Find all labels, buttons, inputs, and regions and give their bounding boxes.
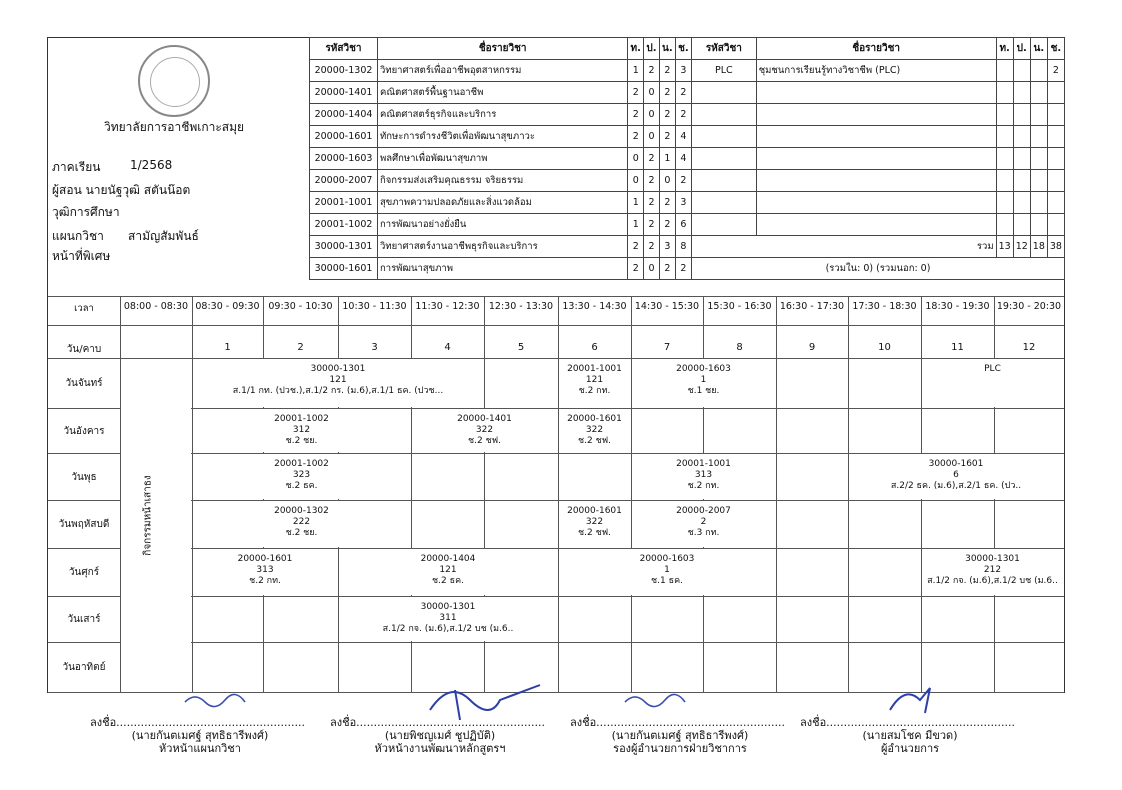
course-name: พลศึกษาเพื่อพัฒนาสุขภาพ <box>377 148 627 170</box>
time-slot: 17:30 - 18:30 <box>852 301 917 312</box>
course-n: 1 <box>659 148 675 170</box>
time-slot: 08:30 - 09:30 <box>195 301 260 312</box>
slot-groups: ช.2 ชย. <box>285 436 318 446</box>
col-c-r: ช. <box>1047 38 1064 60</box>
course-p <box>1013 60 1030 82</box>
schedule-slot <box>922 549 1063 595</box>
course-name: ทักษะการดำรงชีวิตเพื่อพัฒนาสุขภาวะ <box>377 126 627 148</box>
course-t: 1 <box>628 192 644 214</box>
slot-course-code: 30000-1301 <box>420 602 476 612</box>
slot-course-code: 20001-1001 <box>567 364 622 374</box>
course-name: การพัฒนาอย่างยั่งยืน <box>377 214 627 236</box>
schedule-slot <box>559 359 630 407</box>
period-number: 12 <box>1022 342 1036 353</box>
slot-groups: ช.2 กท. <box>687 481 720 491</box>
course-p: 0 <box>644 104 660 126</box>
schedule-slot <box>193 359 483 407</box>
college-name: วิทยาลัยการอาชีพเกาะสมุย <box>104 120 245 134</box>
degree-label: วุฒิการศึกษา <box>52 205 120 219</box>
slot-room: 121 <box>329 375 347 385</box>
col-t-r: ท. <box>996 38 1013 60</box>
course-c: 2 <box>675 82 691 104</box>
course-code: 20001-1001 <box>310 192 378 214</box>
course-t <box>996 104 1013 126</box>
time-slot: 14:30 - 15:30 <box>634 301 700 312</box>
signature-line: ลงชื่อ...................................................... <box>330 716 545 729</box>
slot-course-code: 20000-1302 <box>274 506 329 516</box>
day-label: วันอาทิตย์ <box>62 662 106 673</box>
slot-course-code: 30000-1301 <box>965 554 1020 564</box>
time-slot: 13:30 - 14:30 <box>562 301 627 312</box>
course-n <box>1030 82 1047 104</box>
schedule-slot <box>632 454 775 499</box>
course-code: 20000-1601 <box>310 126 378 148</box>
course-t <box>996 126 1013 148</box>
dept-label: แผนกวิชา <box>52 229 104 243</box>
course-code <box>692 126 757 148</box>
schedule-slot <box>339 597 557 641</box>
course-code <box>692 148 757 170</box>
dept-value: สามัญสัมพันธ์ <box>128 229 199 243</box>
col-t: ท. <box>628 38 644 60</box>
slot-groups: ช.2 ชย. <box>285 528 318 538</box>
course-name: คณิตศาสตร์ธุรกิจและบริการ <box>377 104 627 126</box>
course-t <box>996 82 1013 104</box>
slot-course-code: 20000-1401 <box>457 414 512 424</box>
course-row <box>310 192 692 214</box>
course-row-right <box>692 148 1065 170</box>
slot-room: 322 <box>585 425 604 435</box>
totals-label: รวม <box>692 236 997 258</box>
course-code <box>692 214 757 236</box>
course-n: 2 <box>659 126 675 148</box>
course-n <box>1030 148 1047 170</box>
period-number: 3 <box>371 342 378 353</box>
course-row-right <box>692 214 1065 236</box>
course-n: 2 <box>659 82 675 104</box>
col-code-r: รหัสวิชา <box>692 38 757 60</box>
period-number: 1 <box>224 342 231 353</box>
course-name <box>756 192 996 214</box>
slot-course-code: 30000-1301 <box>310 364 366 374</box>
period-number: 4 <box>444 342 451 353</box>
time-slot: 19:30 - 20:30 <box>996 301 1062 312</box>
slot-groups: ส.1/1 กท. (ปวช.),ส.1/2 กร. (ม.6),ส.1/1 ธค. (ปวช... <box>232 386 444 396</box>
course-code: PLC <box>692 60 757 82</box>
course-c <box>1047 192 1064 214</box>
course-n <box>1030 214 1047 236</box>
col-c: ช. <box>675 38 691 60</box>
slot-course-code: 20000-1601 <box>567 414 622 424</box>
course-name <box>756 82 996 104</box>
course-name: ชุมชนการเรียนรู้ทางวิชาชีพ (PLC) <box>756 60 996 82</box>
course-c: 4 <box>675 148 691 170</box>
slot-room: 121 <box>585 375 604 385</box>
period-number: 10 <box>878 342 891 353</box>
signer-role: หัวหน้าแผนกวิชา <box>159 742 241 755</box>
time-slot: 11:30 - 12:30 <box>415 301 480 312</box>
signature-line: ลงชื่อ...................................................... <box>570 716 785 729</box>
slot-groups: ช.1 ชย. <box>687 386 720 396</box>
course-code <box>692 170 757 192</box>
slot-room: 322 <box>585 517 604 527</box>
term-value: 1/2568 <box>130 158 173 172</box>
slot-room: 312 <box>292 425 311 435</box>
signer-role: รองผู้อำนวยการฝ่ายวิชาการ <box>613 742 747 755</box>
course-p: 2 <box>644 236 660 258</box>
course-p: 2 <box>644 214 660 236</box>
course-name <box>756 104 996 126</box>
slot-course-code: 20000-2007 <box>676 506 731 516</box>
course-p <box>1013 192 1030 214</box>
signer-name: (นายสมโชค มีขวด) <box>862 729 958 742</box>
slot-groups: ช.2 กท. <box>249 576 281 586</box>
course-name: วิทยาศาสตร์งานอาชีพธุรกิจและบริการ <box>377 236 627 258</box>
course-row-right <box>692 82 1065 104</box>
period-number: 11 <box>951 342 964 353</box>
course-n: 0 <box>659 170 675 192</box>
course-c: 2 <box>675 170 691 192</box>
course-n <box>1030 126 1047 148</box>
slot-room: 222 <box>292 517 311 527</box>
course-row-right <box>692 126 1065 148</box>
course-row <box>310 258 692 280</box>
course-p <box>1013 214 1030 236</box>
course-name <box>756 170 996 192</box>
course-t: 2 <box>628 258 644 280</box>
course-t: 2 <box>628 126 644 148</box>
course-p <box>1013 104 1030 126</box>
slot-course-code: 20000-1404 <box>420 554 476 564</box>
course-n: 2 <box>659 104 675 126</box>
schedule-slot <box>559 549 775 595</box>
schedule-slot <box>849 454 1063 499</box>
schedule-slot <box>922 359 1063 407</box>
course-row-right <box>692 60 1065 82</box>
total-p: 12 <box>1013 236 1030 258</box>
flag-ceremony-label: กิจกรรมหน้าเสาธง <box>142 475 154 556</box>
day-label: วันพุธ <box>71 471 97 483</box>
slot-room: 322 <box>475 425 494 435</box>
course-t <box>996 60 1013 82</box>
course-t <box>996 192 1013 214</box>
course-row-right <box>692 104 1065 126</box>
col-name: ชื่อรายวิชา <box>377 38 627 60</box>
course-n: 2 <box>659 214 675 236</box>
period-number: 2 <box>297 342 304 353</box>
course-code <box>692 192 757 214</box>
course-c: 2 <box>1047 60 1064 82</box>
course-row-right <box>692 236 1065 258</box>
time-label: เวลา <box>74 303 94 314</box>
course-n <box>1030 104 1047 126</box>
slot-groups: ช.2 ชฟ. <box>578 528 611 538</box>
slot-groups: ส.1/2 กจ. (ม.6),ส.1/2 บช (ม.6.. <box>382 624 514 634</box>
course-name: สุขภาพความปลอดภัยและสิ่งแวดล้อม <box>377 192 627 214</box>
slot-room: 323 <box>292 470 311 480</box>
signer-name: (นายกันตเมศฐ์ สุทธิธารีพงศ์) <box>611 729 749 742</box>
totals-note: (รวมใน: 0) (รวมนอก: 0) <box>692 258 1065 280</box>
slot-room: 311 <box>439 613 457 623</box>
slot-course-code: 20001-1002 <box>274 459 329 469</box>
course-c <box>1047 82 1064 104</box>
time-slot: 18:30 - 19:30 <box>925 301 990 312</box>
schedule-slot <box>559 409 630 452</box>
course-c: 4 <box>675 126 691 148</box>
time-slot: 15:30 - 16:30 <box>707 301 772 312</box>
course-code: 20000-1302 <box>310 60 378 82</box>
timetable-sheet <box>47 37 1065 693</box>
slot-room: 1 <box>700 375 707 385</box>
time-slot: 08:00 - 08:30 <box>123 301 189 312</box>
course-row <box>310 126 692 148</box>
day-label: วันศุกร์ <box>68 567 100 578</box>
slot-groups: ช.3 กท. <box>687 528 720 538</box>
signature-line: ลงชื่อ...................................................... <box>90 716 305 729</box>
course-code <box>692 82 757 104</box>
slot-room: 313 <box>694 470 713 480</box>
course-row <box>310 236 692 258</box>
course-t <box>996 214 1013 236</box>
slot-course-code: 20001-1002 <box>274 414 329 424</box>
course-c <box>1047 214 1064 236</box>
period-number: 5 <box>517 342 525 353</box>
course-t: 0 <box>628 170 644 192</box>
course-t: 0 <box>628 148 644 170</box>
course-c <box>1047 148 1064 170</box>
course-p <box>1013 126 1030 148</box>
slot-course-code: 20000-1603 <box>639 554 695 564</box>
course-row-right <box>692 258 1065 280</box>
course-p: 0 <box>644 126 660 148</box>
course-p <box>1013 82 1030 104</box>
slot-room: 1 <box>664 565 670 575</box>
grid-line <box>48 642 1064 643</box>
slot-course-code: 20000-1601 <box>567 506 622 516</box>
course-table-left <box>309 37 692 280</box>
course-code: 30000-1301 <box>310 236 378 258</box>
period-number: 6 <box>591 342 598 353</box>
course-p: 0 <box>644 258 660 280</box>
slot-course-code: 30000-1601 <box>928 459 984 469</box>
flag-column <box>121 359 191 691</box>
schedule-slot <box>339 549 557 595</box>
grid-line <box>48 325 1064 326</box>
course-code <box>692 104 757 126</box>
course-row <box>310 170 692 192</box>
slot-groups: ช.2 ธค. <box>432 576 464 586</box>
course-p <box>1013 170 1030 192</box>
slot-course-code: 20001-1001 <box>676 459 731 469</box>
col-n: น. <box>659 38 675 60</box>
course-row-right <box>692 170 1065 192</box>
schedule-slot <box>193 409 410 452</box>
signer-role: ผู้อำนวยการ <box>880 742 940 755</box>
course-table-right <box>691 37 1065 280</box>
course-c: 8 <box>675 236 691 258</box>
course-code: 20000-1401 <box>310 82 378 104</box>
slot-groups: ส.2/2 ธค. (ม.6),ส.2/1 ธค. (ปว.. <box>890 481 1022 491</box>
handwritten-signatures <box>0 680 1122 730</box>
slot-room: 212 <box>983 565 1002 575</box>
course-t: 1 <box>628 60 644 82</box>
course-row <box>310 148 692 170</box>
signature-line: ลงชื่อ...................................................... <box>800 716 1015 729</box>
schedule-slot <box>559 501 630 547</box>
time-slot: 12:30 - 13:30 <box>488 301 554 312</box>
day-label: วันจันทร์ <box>65 378 103 389</box>
schedule-slot <box>412 409 557 452</box>
period-number: 8 <box>736 342 743 353</box>
course-n: 2 <box>659 60 675 82</box>
course-row <box>310 60 692 82</box>
course-t <box>996 170 1013 192</box>
course-row <box>310 214 692 236</box>
course-code: 30000-1601 <box>310 258 378 280</box>
grid-line <box>48 296 1064 297</box>
course-n <box>1030 170 1047 192</box>
slot-groups: ช.1 ธค. <box>651 576 683 586</box>
term-label: ภาคเรียน <box>52 160 101 174</box>
slot-room: 121 <box>439 565 457 575</box>
course-code: 20000-2007 <box>310 170 378 192</box>
signer-name: (นายกันตเมศฐ์ สุทธิธารีพงศ์) <box>131 729 269 742</box>
day-label: วันอังคาร <box>63 425 105 437</box>
course-p: 2 <box>644 60 660 82</box>
schedule-slot <box>193 549 337 595</box>
course-code: 20000-1603 <box>310 148 378 170</box>
course-c <box>1047 170 1064 192</box>
course-code: 20001-1002 <box>310 214 378 236</box>
day-label: วันพฤหัสบดี <box>58 519 110 530</box>
total-c: 38 <box>1047 236 1064 258</box>
slot-groups: ช.2 ชฟ. <box>578 436 611 446</box>
course-p: 0 <box>644 82 660 104</box>
course-n: 3 <box>659 236 675 258</box>
schedule-slot <box>632 359 775 407</box>
schedule-slot <box>193 501 410 547</box>
course-n: 2 <box>659 258 675 280</box>
teacher-name: ผู้สอน นายนัฐวุฒิ สตันน๊อต <box>52 183 191 197</box>
slot-course-code: PLC <box>984 364 1001 374</box>
course-c: 2 <box>675 104 691 126</box>
course-name: กิจกรรมส่งเสริมคุณธรรม จริยธรรม <box>377 170 627 192</box>
course-row <box>310 82 692 104</box>
course-n <box>1030 192 1047 214</box>
period-label: วัน/คาบ <box>66 344 102 355</box>
period-number: 7 <box>663 342 671 353</box>
col-n-r: น. <box>1030 38 1047 60</box>
col-name-r: ชื่อรายวิชา <box>756 38 996 60</box>
signer-name: (นายพิชญเมศ์ ชูปฏิบัติ) <box>384 729 496 742</box>
col-p-r: ป. <box>1013 38 1030 60</box>
course-name: วิทยาศาสตร์เพื่ออาชีพอุตสาหกรรม <box>377 60 627 82</box>
course-c: 6 <box>675 214 691 236</box>
day-label: วันเสาร์ <box>67 614 101 625</box>
course-row-right <box>692 192 1065 214</box>
course-code: 20000-1404 <box>310 104 378 126</box>
college-seal-icon <box>138 45 210 117</box>
slot-groups: ช.2 กท. <box>578 386 611 396</box>
time-slot: 09:30 - 10:30 <box>268 301 333 312</box>
slot-room: 6 <box>953 470 959 480</box>
course-t: 2 <box>628 104 644 126</box>
course-p <box>1013 148 1030 170</box>
schedule-slot <box>193 454 410 499</box>
slot-course-code: 20000-1601 <box>237 554 293 564</box>
course-t: 2 <box>628 82 644 104</box>
schedule-slot <box>632 501 775 547</box>
course-c: 3 <box>675 60 691 82</box>
course-n <box>1030 60 1047 82</box>
course-name <box>756 214 996 236</box>
duty-label: หน้าที่พิเศษ <box>52 249 111 263</box>
signer-role: หัวหน้างานพัฒนาหลักสูตรฯ <box>374 742 506 755</box>
course-name: คณิตศาสตร์พื้นฐานอาชีพ <box>377 82 627 104</box>
course-name: การพัฒนาสุขภาพ <box>377 258 627 280</box>
col-code: รหัสวิชา <box>310 38 378 60</box>
slot-room: 2 <box>700 517 707 527</box>
slot-groups: ช.2 ชฟ. <box>468 436 501 446</box>
slot-room: 313 <box>256 565 274 575</box>
total-n: 18 <box>1030 236 1047 258</box>
course-row <box>310 104 692 126</box>
course-c <box>1047 126 1064 148</box>
grid-line <box>558 296 559 692</box>
col-p: ป. <box>644 38 660 60</box>
time-slot: 16:30 - 17:30 <box>779 301 845 312</box>
total-t: 13 <box>996 236 1013 258</box>
course-t <box>996 148 1013 170</box>
grid-line <box>776 296 777 692</box>
slot-groups: ช.2 ธค. <box>285 481 318 491</box>
course-t: 1 <box>628 214 644 236</box>
period-number: 9 <box>808 342 816 353</box>
course-t: 2 <box>628 236 644 258</box>
course-c <box>1047 104 1064 126</box>
course-name <box>756 126 996 148</box>
course-p: 2 <box>644 192 660 214</box>
course-p: 2 <box>644 170 660 192</box>
course-p: 2 <box>644 148 660 170</box>
course-n: 2 <box>659 192 675 214</box>
course-c: 2 <box>675 258 691 280</box>
slot-groups: ส.1/2 กจ. (ม.6),ส.1/2 บช (ม.6.. <box>927 576 1058 586</box>
slot-course-code: 20000-1603 <box>676 364 731 374</box>
time-slot: 10:30 - 11:30 <box>342 301 407 312</box>
course-c: 3 <box>675 192 691 214</box>
course-name <box>756 148 996 170</box>
